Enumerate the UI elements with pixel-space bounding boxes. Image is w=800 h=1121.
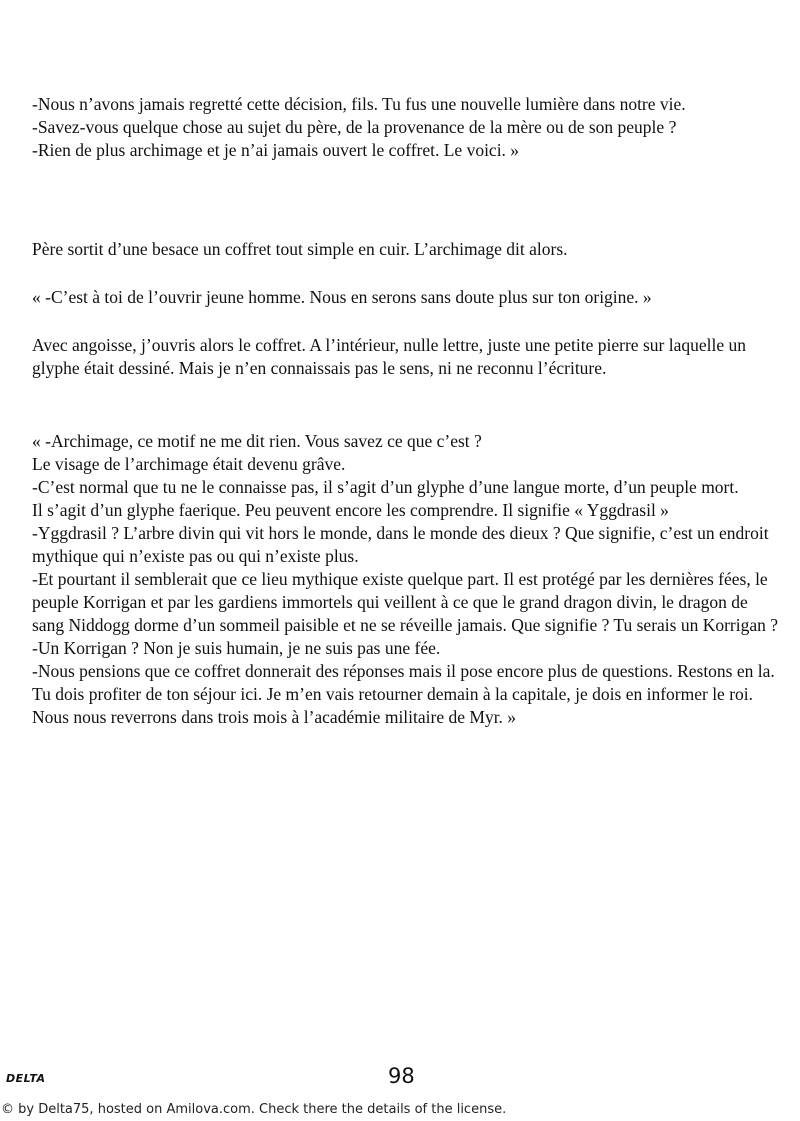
paragraph-narration-coffret <box>32 334 784 380</box>
dialogue-line: -C’est normal que tu ne le connaisse pas, il s’agit d’un glyphe d’une langue morte, d’un peuple mort. <box>32 477 739 497</box>
paragraph-narration-besace <box>32 238 784 261</box>
dialogue-line: Il s’agit d’un glyphe faerique. Peu peuvent encore les comprendre. Il signifie « Yggdrasil » <box>32 500 669 520</box>
paragraph-dialogue-opening <box>32 93 784 162</box>
page-number: 98 <box>388 1064 415 1088</box>
paragraph-dialogue-ouvrir <box>32 286 784 309</box>
dialogue-line: -Yggdrasil ? L’arbre divin qui vit hors le monde, dans le monde des dieux ? Que signifie, c’est un endroit mythique qui n’existe pas ou qui n’existe plus. <box>32 523 769 566</box>
dialogue-line: « -C’est à toi de l’ouvrir jeune homme. Nous en serons sans doute plus sur ton origine. » <box>32 287 652 307</box>
license-notice: © by Delta75, hosted on Amilova.com. Check there the details of the license. <box>1 1102 507 1117</box>
dialogue-line: Le visage de l’archimage était devenu grâve. <box>32 454 346 474</box>
dialogue-line: -Rien de plus archimage et je n’ai jamais ouvert le coffret. Le voici. » <box>32 140 520 160</box>
dialogue-line: -Un Korrigan ? Non je suis humain, je ne suis pas une fée. <box>32 638 441 658</box>
author-logo: DELTA <box>6 1072 46 1085</box>
dialogue-line: -Nous n’avons jamais regretté cette décision, fils. Tu fus une nouvelle lumière dans notre vie. <box>32 94 686 114</box>
dialogue-line: « -Archimage, ce motif ne me dit rien. Vous savez ce que c’est ? <box>32 431 482 451</box>
dialogue-line: -Et pourtant il semblerait que ce lieu mythique existe quelque part. Il est protégé par les dernières fées, le peuple Korrigan et par les gardiens immortels qui veillent à ce que le grand dragon divin, le dragon de sang Niddogg dorme d’un sommeil paisible et ne se réveille jamais. Que signifie ? Tu serais un Korrigan ? <box>32 569 779 635</box>
narration-line: Avec angoisse, j’ouvris alors le coffret. A l’intérieur, nulle lettre, juste une petite pierre sur laquelle un glyphe était dessiné. Mais je n’en connaissais pas le sens, ni ne reconnu l’écriture. <box>32 335 746 378</box>
paragraph-dialogue-glyphe <box>32 430 784 729</box>
narration-line: Père sortit d’une besace un coffret tout simple en cuir. L’archimage dit alors. <box>32 239 568 259</box>
dialogue-line: -Nous pensions que ce coffret donnerait des réponses mais il pose encore plus de questions. Restons en la. Tu dois profiter de ton séjour ici. Je m’en vais retourner demain à la capitale, je dois en informer le roi. Nous nous reverrons dans trois mois à l’académie militaire de Myr. » <box>32 661 775 727</box>
dialogue-line: -Savez-vous quelque chose au sujet du père, de la provenance de la mère ou de son peuple ? <box>32 117 677 137</box>
